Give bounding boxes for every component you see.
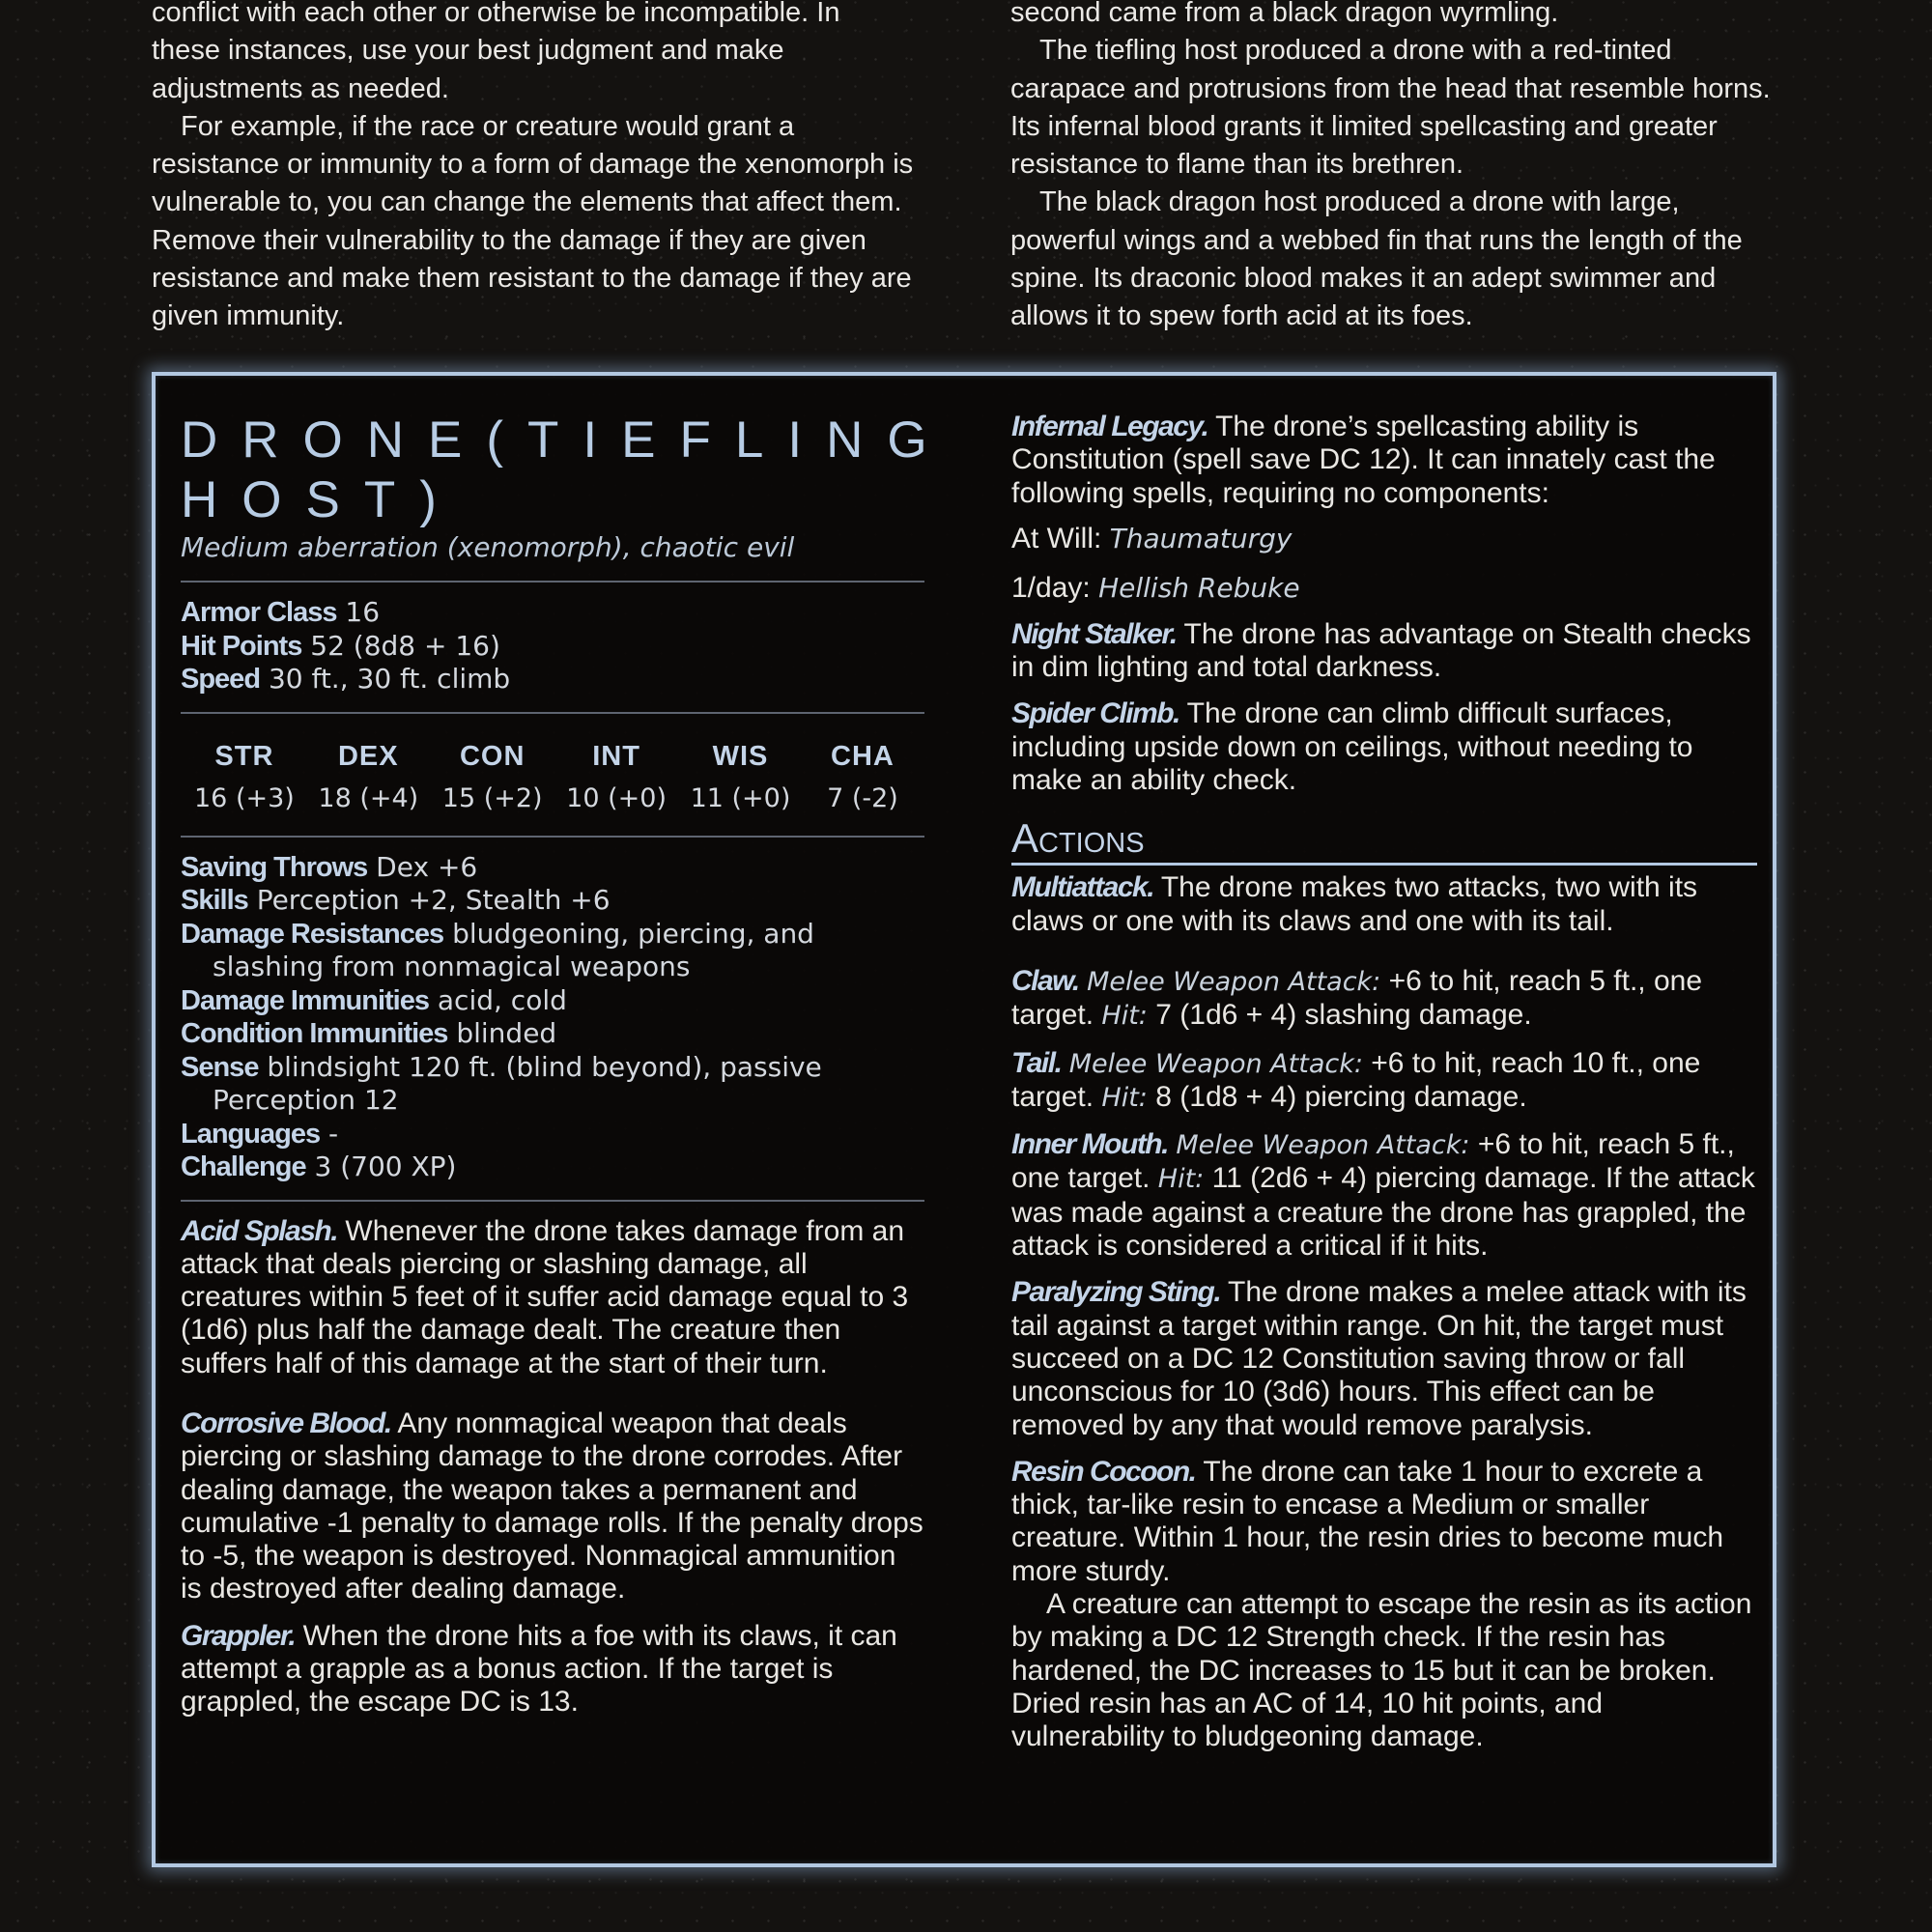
trait-text: The drone can climb difficult surfaces, including upside down on ceilings, without needing to make an ability check. [1011, 697, 1693, 797]
hit-label: Hit: [1157, 1164, 1205, 1195]
ability-name: INT [592, 740, 640, 772]
action-text: The drone makes a melee attack with its tail against a target within range. On hit, the target must succeed on a DC 12 Constitution saving throw or fall unconscious for 10 (3d6) hours. This effect can be removed by any that would remove paralysis. [1011, 1276, 1747, 1441]
senses [181, 1051, 924, 1118]
condition-immunities [181, 1017, 924, 1051]
ability-name: WIS [712, 740, 769, 772]
action-name: Resin Cocoon. [1011, 1455, 1196, 1488]
languages-value: - [328, 1117, 339, 1150]
trait-name: Spider Climb. [1011, 697, 1179, 730]
spells-label: At Will: [1011, 522, 1102, 554]
hit-points [181, 630, 924, 664]
action-text: 11 (2d6 + 4) piercing damage. If the attack was made against a creature the drone has grappled, the attack is considered a critical if it hits. [1011, 1162, 1755, 1263]
trait-text: When the drone hits a foe with its claws, it can attempt a grapple as a bonus action. If the target is grappled, the escape DC is 13. [181, 1619, 897, 1719]
actions-heading: Actions [1011, 814, 1757, 866]
senses-value: blindsight 120 ft. (blind beyond), passive Perception 12 [213, 1050, 822, 1116]
attack-type: Melee Weapon Attack: [1087, 966, 1381, 997]
action-text: +6 to hit, reach 10 ft., one target. [1011, 1046, 1701, 1113]
intro-paragraph: The black dragon host produced a drone with large, powerful wings and a webbed fin that runs the length of the spine. Its draconic blood makes it an adept swimmer and allows it to spew forth acid at its foes. [1010, 186, 1743, 332]
ability-value: 7 (-2) [827, 782, 898, 813]
action-name: Inner Mouth. [1011, 1128, 1168, 1161]
action-name: Claw. [1011, 964, 1079, 997]
skills-label: Skills [181, 885, 248, 916]
armor-class [181, 596, 924, 630]
attack-type: Melee Weapon Attack: [1176, 1130, 1470, 1161]
trait-grappler [181, 1620, 924, 1719]
trait-name: Acid Splash. [181, 1214, 338, 1247]
action-claw [1011, 965, 1757, 1034]
saving-throws-label: Saving Throws [181, 851, 368, 883]
senses-label: Sense [181, 1051, 259, 1083]
trait-name: Night Stalker. [1011, 617, 1177, 650]
trait-text: Any nonmagical weapon that deals piercing or slashing damage to the drone corrodes. After dealing damage, the weapon takes a permanent and cumulative -1 penalty to damage rolls. If the penalty drops to -5, the weapon is destroyed. Nonmagical ammunition is destroyed after dealing damage. [181, 1406, 923, 1605]
ability-con [442, 735, 543, 820]
ability-cha [814, 735, 911, 820]
condition-immunities-label: Condition Immunities [181, 1018, 448, 1049]
action-name: Tail. [1011, 1046, 1062, 1079]
saving-throws-value: Dex +6 [376, 850, 478, 883]
hit-points-value: 52 (8d8 + 16) [310, 629, 500, 662]
ability-str [194, 735, 295, 820]
action-text: +6 to hit, reach 5 ft., one target. [1011, 1128, 1735, 1195]
ability-value: 10 (+0) [566, 782, 667, 813]
action-text: The drone can take 1 hour to excrete a thick, tar-like resin to encase a Medium or smaller creature. Within 1 hour, the resin dries to become much more sturdy. [1011, 1455, 1724, 1587]
intro-right-column [1010, 0, 1783, 336]
action-resin-cocoon-detail: A creature can attempt to escape the resin as its action by making a DC 12 Strength check. If the resin has hardened, the DC increases to 15 but it can be broken. Dried resin has an AC of 14, 10 hit points, and vulnerability to bludgeoning damage. [1011, 1588, 1752, 1753]
stat-block-left-column [181, 411, 952, 1733]
action-text: 7 (1d6 + 4) slashing damage. [1155, 999, 1532, 1032]
challenge-label: Challenge [181, 1151, 306, 1182]
ability-int [566, 735, 667, 820]
ability-value: 16 (+3) [194, 782, 295, 813]
creature-name: DRONE(TIEFLING HOST) [181, 412, 952, 528]
armor-class-value: 16 [345, 596, 381, 628]
spells-label: 1/day: [1011, 571, 1091, 604]
spells-per-day [1011, 563, 1757, 612]
hit-points-label: Hit Points [181, 630, 302, 662]
ability-value: 11 (+0) [690, 782, 791, 813]
ability-name: CHA [831, 740, 895, 772]
action-resin-cocoon [1011, 1456, 1757, 1588]
divider [181, 836, 924, 838]
action-paralyzing-sting [1011, 1276, 1757, 1441]
action-name: Paralyzing Sting. [1011, 1276, 1221, 1309]
action-text: 8 (1d8 + 4) piercing damage. [1155, 1080, 1527, 1113]
trait-spider-climb [1011, 697, 1757, 797]
creature-type: Medium aberration (xenomorph), chaotic evil [181, 531, 795, 563]
trait-acid-splash [181, 1215, 924, 1380]
armor-class-label: Armor Class [181, 597, 337, 628]
challenge [181, 1151, 924, 1184]
speed-value: 30 ft., 30 ft. climb [268, 663, 511, 695]
trait-name: Grappler. [181, 1619, 296, 1652]
trait-text: The drone has advantage on Stealth checks in dim lighting and total darkness. [1011, 617, 1751, 684]
trait-text: The drone’s spellcasting ability is Constitution (spell save DC 12). It can innately cast the following spells, requiring no components: [1011, 411, 1716, 509]
ability-value: 15 (+2) [441, 782, 543, 813]
ability-scores [181, 727, 924, 820]
spells-at-will [1011, 514, 1757, 563]
trait-corrosive-blood [181, 1407, 924, 1606]
speed-label: Speed [181, 664, 261, 695]
damage-immunities-label: Damage Immunities [181, 984, 429, 1016]
spell-name: Thaumaturgy [1109, 522, 1293, 554]
condition-immunities-value: blinded [456, 1017, 557, 1049]
ability-name: CON [459, 740, 526, 772]
action-text: +6 to hit, reach 5 ft., one target. [1011, 964, 1702, 1032]
damage-resistances-label: Damage Resistances [181, 918, 444, 950]
action-tail [1011, 1047, 1757, 1116]
damage-resistances [181, 918, 924, 984]
ability-value: 18 (+4) [318, 782, 419, 813]
intro-left-column [152, 0, 915, 336]
action-multiattack [1011, 871, 1757, 938]
damage-immunities [181, 984, 924, 1018]
ability-name: DEX [337, 740, 399, 772]
stat-block [152, 372, 1776, 1867]
intro-paragraph: conflict with each other or otherwise be incompatible. In these instances, use your best judgment and make adjustments as needed. [152, 0, 840, 104]
skills [181, 884, 924, 918]
damage-resistances-value: bludgeoning, piercing, and slashing from nonmagical weapons [213, 917, 814, 982]
intro-paragraph: For example, if the race or creature would grant a resistance or immunity to a form of damage the xenomorph is vulnerable to, you can change the elements that affect them. Remove their vulnerability to the damage if they are given resistance and make them resistant to the damage if they are given immunity. [152, 110, 914, 332]
skills-value: Perception +2, Stealth +6 [256, 884, 611, 916]
action-inner-mouth [1011, 1128, 1757, 1263]
trait-name: Infernal Legacy. [1011, 411, 1208, 442]
action-text: The drone makes two attacks, two with its claws or one with its claws and one with its tail. [1011, 871, 1698, 937]
hit-label: Hit: [1101, 1082, 1148, 1113]
trait-name: Corrosive Blood. [181, 1406, 391, 1439]
intro-paragraph: The tiefling host produced a drone with a red-tinted carapace and protrusions from the head that resemble horns. Its infernal blood grants it limited spellcasting and greater resistance to flame than its brethren. [1010, 35, 1771, 181]
ability-dex [318, 735, 418, 820]
divider [181, 581, 924, 582]
trait-text: Whenever the drone takes damage from an attack that deals piercing or slashing damage, all creatures within 5 feet of it suffer acid damage equal to 3 (1d6) plus half the damage dealt. The creature then suffers half of this damage at the start of their turn. [181, 1214, 909, 1379]
languages [181, 1118, 924, 1151]
hit-label: Hit: [1101, 1001, 1148, 1032]
damage-immunities-value: acid, cold [437, 983, 567, 1016]
spell-name: Hellish Rebuke [1098, 571, 1300, 604]
action-name: Multiattack. [1011, 871, 1154, 904]
intro-paragraph: second came from a black dragon wyrmling. [1010, 0, 1559, 28]
divider [181, 1200, 924, 1202]
ability-name: STR [214, 740, 274, 772]
trait-infernal-legacy [1011, 411, 1757, 510]
attack-type: Melee Weapon Attack: [1068, 1048, 1363, 1079]
ability-wis [691, 735, 791, 820]
challenge-value: 3 (700 XP) [314, 1151, 457, 1182]
stat-block-right-column [1011, 411, 1757, 1768]
saving-throws [181, 851, 924, 885]
languages-label: Languages [181, 1118, 321, 1150]
trait-night-stalker [1011, 618, 1757, 685]
divider [181, 712, 924, 714]
speed [181, 663, 924, 696]
